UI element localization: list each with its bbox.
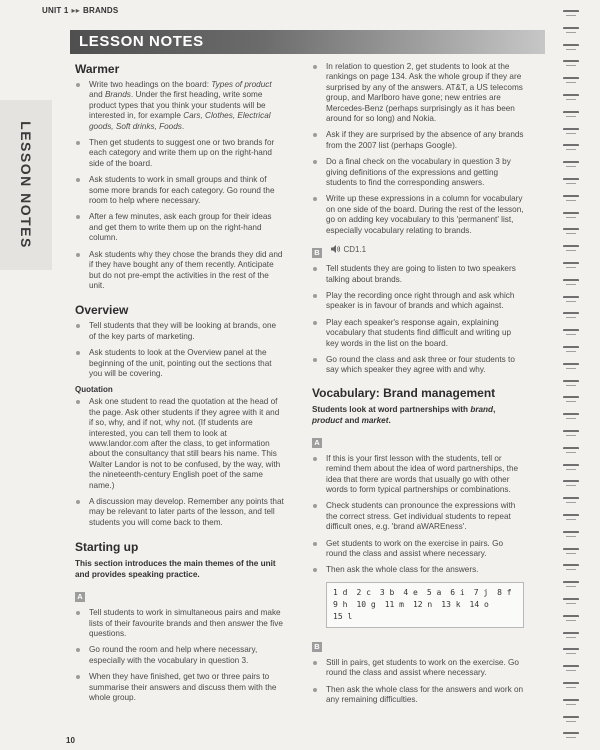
- answer-key-item: 8 f: [497, 587, 512, 597]
- exercise-b-row: [312, 242, 524, 264]
- binding-ring: [563, 615, 579, 623]
- warmer-section: [75, 62, 285, 291]
- answer-key-box: [326, 582, 524, 628]
- binding-ring: [563, 10, 579, 18]
- overview-section: [75, 303, 285, 379]
- list-item: Then get students to suggest one or two brands for each category and write them up on the right-hand side of the board.: [75, 138, 285, 169]
- binding-ring: [563, 60, 579, 68]
- binding-ring: [563, 212, 579, 220]
- binding-ring: [563, 464, 579, 472]
- binding-ring: [563, 447, 579, 455]
- starting-up-section: [75, 540, 285, 703]
- binding-ring: [563, 245, 579, 253]
- list-item: Tell students they are going to listen to two speakers talking about brands.: [312, 264, 524, 285]
- list-item: Go round the class and ask three or four students to say which speaker they agree with and why.: [312, 355, 524, 376]
- list-item: Do a final check on the vocabulary in question 3 by giving definitions of the expressions and getting students to find the corresponding answers.: [312, 157, 524, 188]
- answer-key-item: 15 l: [333, 611, 353, 621]
- vocab-exercise-a-box: A: [312, 438, 322, 448]
- answer-key-item: 11 m: [384, 599, 404, 609]
- binding-ring: [563, 279, 579, 287]
- warmer-list: [75, 80, 285, 291]
- unit-header: [42, 6, 118, 15]
- vocabulary-section: [312, 386, 524, 706]
- starting-up-intro: This section introduces the main themes of the unit and provides speaking practice.: [75, 559, 276, 580]
- list-item: Then ask the whole class for the answers and work on any remaining difficulties.: [312, 685, 524, 706]
- binding-ring: [563, 111, 579, 119]
- binding-ring: [563, 514, 579, 522]
- side-tab-label: LESSON NOTES: [18, 121, 34, 249]
- binding-ring: [563, 296, 579, 304]
- vocabulary-intro: Students look at word partnerships with brand, product and market.: [312, 404, 496, 425]
- binding-ring: [563, 195, 579, 203]
- overview-heading: Overview: [75, 303, 129, 318]
- binding-ring: [563, 648, 579, 656]
- binding-ring: [563, 480, 579, 488]
- answer-key-item: 10 g: [356, 599, 376, 609]
- quotation-list: [75, 397, 285, 528]
- binding-ring: [563, 413, 579, 421]
- binding-ring: [563, 531, 579, 539]
- binding-ring: [563, 380, 579, 388]
- quotation-section: [75, 385, 285, 528]
- binding-ring: [563, 262, 579, 270]
- speaker-icon: [330, 244, 341, 254]
- binding-ring: [563, 178, 579, 186]
- list-item: Write up these expressions in a column for vocabulary on one side of the board. During the rest of the lesson, go on adding key vocabulary to this 'permanent' list, especially vocabulary relating to brands.: [312, 194, 524, 236]
- vocab-a-list: [312, 454, 524, 576]
- binding-ring: [563, 564, 579, 572]
- binding-ring: [563, 44, 579, 52]
- binding-ring: [563, 312, 579, 320]
- list-item: Play each speaker's response again, explaining vocabulary that students find difficult and writing up key words in the list on the board.: [312, 318, 524, 349]
- binding-ring: [563, 346, 579, 354]
- left-column: [75, 62, 285, 715]
- banner-title: LESSON NOTES: [79, 33, 204, 50]
- binding-ring: [563, 94, 579, 102]
- list-item: If this is your first lesson with the students, tell or remind them about the idea of word partnerships, the idea that there are words that usually go with other words to form typical partnerships or combinations.: [312, 454, 524, 496]
- answer-key-item: 6 i: [450, 587, 465, 597]
- binding-ring: [563, 77, 579, 85]
- binding-ring: [563, 497, 579, 505]
- answer-key-item: 5 a: [426, 587, 442, 597]
- audio-track: [330, 244, 366, 254]
- list-item: Check students can pronounce the expressions with the correct stress. Get individual students to repeat difficult ones, e.g. 'brand aWAREness'.: [312, 501, 524, 532]
- lesson-notes-banner: [70, 30, 545, 54]
- binding-ring: [563, 161, 579, 169]
- side-tab: [0, 100, 52, 270]
- unit-title: BRANDS: [82, 6, 119, 15]
- answer-key-item: 12 n: [412, 599, 433, 609]
- answer-key-item: 1 d: [333, 587, 348, 597]
- answer-key-item: 2 c: [356, 587, 371, 597]
- binding-ring: [563, 581, 579, 589]
- binding-ring: [563, 144, 579, 152]
- vocab-b-list: [312, 658, 524, 706]
- binding-ring: [563, 128, 579, 136]
- answer-key-item: 9 h: [333, 599, 348, 609]
- vocabulary-heading: Vocabulary: Brand management: [312, 385, 496, 400]
- binding-ring: [563, 682, 579, 690]
- list-item: Ask students why they chose the brands they did and if they have bought any of them recently. Anticipate but do not pre-empt the activities in the rest of the unit.: [75, 250, 285, 292]
- right-column: [312, 62, 524, 711]
- list-item: Write two headings on the board: Types of product and Brands. Under the first heading, write some product types that you think your students will be interested in, for example Cars, Clothes, Electrical goods, Soft drinks, Foods.: [75, 80, 285, 132]
- binding-ring: [563, 27, 579, 35]
- list-item: Ask if they are surprised by the absence of any brands from the 2007 list (perhaps Google).: [312, 130, 524, 151]
- binding-ring: [563, 665, 579, 673]
- exercise-b-box: B: [312, 248, 322, 258]
- answer-key-item: 4 e: [403, 587, 418, 597]
- list-item: Play the recording once right through and ask which speaker is in favour of brands and which against.: [312, 291, 524, 312]
- list-item: Go round the room and help where necessary, especially with the vocabulary in question 3.: [75, 645, 285, 666]
- answer-key-item: 7 j: [473, 587, 489, 597]
- page-number: 10: [66, 736, 75, 745]
- list-item: A discussion may develop. Remember any points that may be relevant to later parts of the lesson, and tell students you will come back to them.: [75, 497, 285, 528]
- list-item: Ask one student to read the quotation at the head of the page. Ask other students if they agree with it and if so, why, and if not, why not. (If students are interested, you can tell them to look at www.landor.com after the class, to get information about the consultancy that still bears his name. This Walter Landor is not to be confused, by the way, with the nineteenth-century English poet of the same name.): [75, 397, 285, 491]
- answer-key-item: 3 b: [379, 587, 395, 597]
- binding-ring: [563, 396, 579, 404]
- spiral-binding: [555, 0, 600, 750]
- list-item: Get students to work on the exercise in pairs. Go round the class and assist where necessary.: [312, 539, 524, 560]
- binding-ring: [563, 632, 579, 640]
- warmer-heading: Warmer: [75, 62, 120, 76]
- binding-ring: [563, 598, 579, 606]
- list-item: Then ask the whole class for the answers.: [312, 565, 524, 575]
- list-item: Tell students that they will be looking at brands, one of the key parts of marketing.: [75, 321, 285, 342]
- binding-ring: [563, 732, 579, 740]
- list-item: Still in pairs, get students to work on the exercise. Go round the class and assist where necessary.: [312, 658, 524, 679]
- exercise-a-box: A: [75, 592, 85, 602]
- binding-ring: [563, 228, 579, 236]
- quotation-heading: Quotation: [75, 385, 113, 395]
- starting-up-continued-list: [312, 62, 524, 236]
- binding-ring: [563, 699, 579, 707]
- binding-ring: [563, 430, 579, 438]
- binding-ring: [563, 548, 579, 556]
- audio-track-label: CD1.1: [343, 244, 367, 254]
- binding-ring: [563, 716, 579, 724]
- binding-ring: [563, 329, 579, 337]
- breadcrumb-arrow: ▸▸: [71, 6, 80, 15]
- vocab-exercise-b-box: B: [312, 642, 322, 652]
- starting-up-list: [75, 608, 285, 703]
- listening-list: [312, 264, 524, 376]
- overview-list: [75, 321, 285, 379]
- answer-key-item: 13 k: [441, 599, 461, 609]
- list-item: After a few minutes, ask each group for their ideas and get them to write them up on the right-hand column.: [75, 212, 285, 243]
- starting-up-heading: Starting up: [75, 540, 139, 555]
- list-item: Ask students to look at the Overview panel at the beginning of the unit, pointing out the sections that you will be covering.: [75, 348, 285, 379]
- unit-label: UNIT 1: [42, 6, 69, 15]
- binding-ring: [563, 363, 579, 371]
- list-item: Tell students to work in simultaneous pairs and make lists of their favourite brands and then answer the five questions.: [75, 608, 285, 639]
- list-item: In relation to question 2, get students to look at the rankings on page 134. Ask the whole group if they are surprised by any of the answers. AT&T, a US telecoms group, and Marlboro have gone; new entries are Mercedes-Benz (perhaps surprisingly as it has been around for so long) and Nokia.: [312, 62, 524, 124]
- list-item: When they have finished, get two or three pairs to summarise their answers and discuss them with the whole group.: [75, 672, 285, 703]
- answer-key-item: 14 o: [469, 599, 489, 609]
- list-item: Ask students to work in small groups and think of some more brands for each category. Go round the room to help where necessary.: [75, 175, 285, 206]
